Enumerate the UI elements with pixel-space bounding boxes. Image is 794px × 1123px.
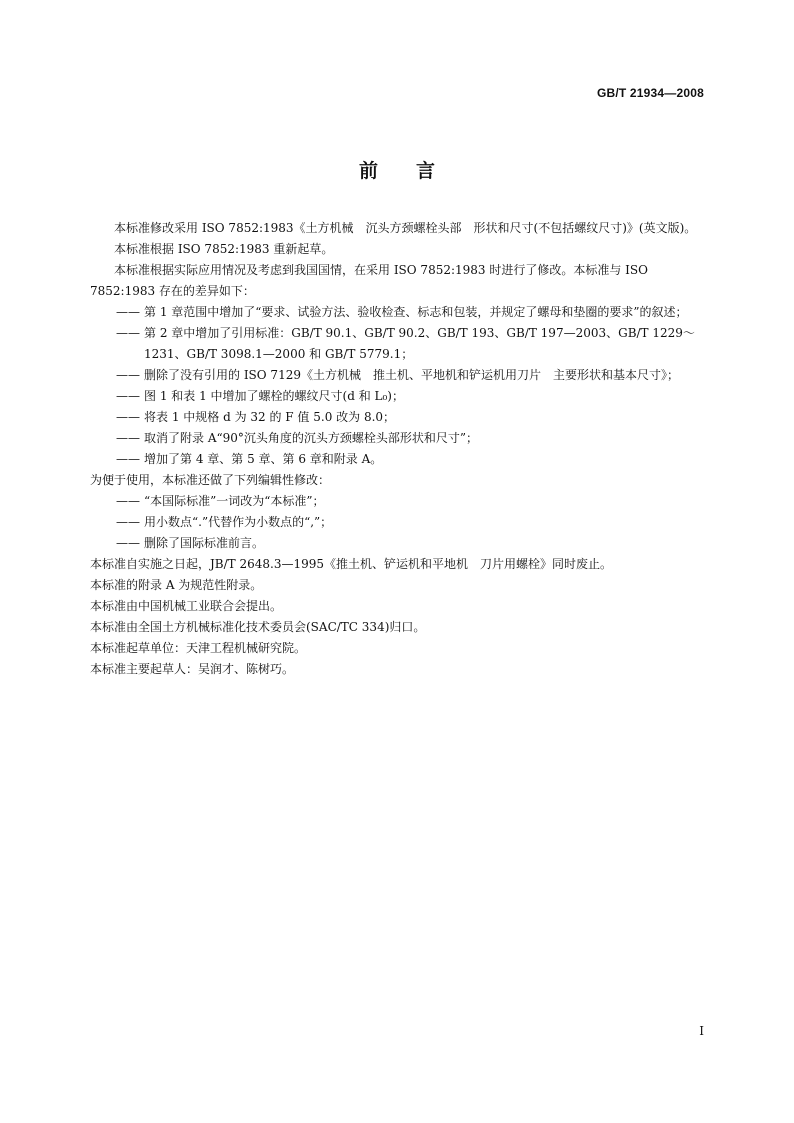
list-item-text: 取消了附录 A“90°沉头角度的沉头方颈螺栓头部形状和尺寸”； [144, 431, 479, 445]
list-item-text: 将表 1 中规格 d 为 32 的 F 值 5.0 改为 8.0； [144, 410, 396, 424]
list-item [90, 512, 706, 533]
list-item-text: 用小数点“.”代替作为小数点的“,”； [144, 515, 333, 529]
list-item-text: 增加了第 4 章、第 5 章、第 6 章和附录 A。 [144, 452, 383, 466]
list-item [90, 407, 706, 428]
foreword-body [90, 218, 706, 680]
dash-mark: —— [116, 368, 140, 382]
list-item [90, 323, 706, 365]
list-item-text: 第 1 章范围中增加了“要求、试验方法、验收检查、标志和包装，并规定了螺母和垫圈的要求”的叙述； [144, 305, 688, 319]
paragraph-annex: 本标准的附录 A 为规范性附录。 [90, 578, 263, 592]
dash-mark: —— [116, 389, 140, 403]
page-title: 前言 [358, 160, 473, 182]
list-item [90, 491, 706, 512]
dash-mark: —— [116, 452, 140, 466]
list-item [90, 533, 706, 554]
list-item-text: 第 2 章中增加了引用标准：GB/T 90.1、GB/T 90.2、GB/T 193、GB/T 197—2003、GB/T 1229～1231、GB/T 3098.1—2000 和 GB/T 5779.1； [144, 326, 695, 361]
paragraph-proposer: 本标准由中国机械工业联合会提出。 [90, 599, 283, 613]
dash-mark: —— [116, 326, 140, 340]
paragraph-editorial: 为便于使用，本标准还做了下列编辑性修改： [90, 473, 331, 487]
list-item-text: 删除了国际标准前言。 [144, 536, 265, 550]
dash-mark: —— [116, 536, 140, 550]
standard-code: GB/T 21934—2008 [596, 86, 704, 100]
list-item [90, 365, 706, 386]
list-item [90, 386, 706, 407]
dash-mark: —— [116, 494, 140, 508]
paragraph-adoption: 本标准修改采用 ISO 7852:1983《土方机械 沉头方颈螺栓头部 形状和尺寸(不包括螺纹尺寸)》(英文版)。 [114, 221, 697, 235]
list-item [90, 302, 706, 323]
paragraph-drafting-basis: 本标准根据 ISO 7852:1983 重新起草。 [114, 242, 334, 256]
dash-mark: —— [116, 431, 140, 445]
paragraph-modifications: 本标准根据实际应用情况及考虑到我国国情，在采用 ISO 7852:1983 时进行了修改。本标准与 ISO 7852:1983 存在的差异如下： [90, 263, 648, 298]
dash-mark: —— [116, 305, 140, 319]
list-item-text: 删除了没有引用的 ISO 7129《土方机械 推土机、平地机和铲运机用刀片 主要形状和基本尺寸》； [144, 368, 679, 382]
dash-mark: —— [116, 410, 140, 424]
list-item-text: “本国际标准”一词改为“本标准”； [144, 494, 325, 508]
paragraph-committee: 本标准由全国土方机械标准化技术委员会(SAC/TC 334)归口。 [90, 620, 426, 634]
paragraph-drafters: 本标准主要起草人：吴润才、陈树巧。 [90, 662, 295, 676]
dash-mark: —— [116, 515, 140, 529]
paragraph-drafting-unit: 本标准起草单位：天津工程机械研究院。 [90, 641, 307, 655]
list-item [90, 428, 706, 449]
list-item-text: 图 1 和表 1 中增加了螺栓的螺纹尺寸(d 和 L₀)； [144, 389, 404, 403]
list-item [90, 449, 706, 470]
paragraph-supersedes: 本标准自实施之日起，JB/T 2648.3—1995《推土机、铲运机和平地机 刀片用螺栓》同时废止。 [90, 557, 613, 571]
page-number: I [699, 1024, 704, 1038]
